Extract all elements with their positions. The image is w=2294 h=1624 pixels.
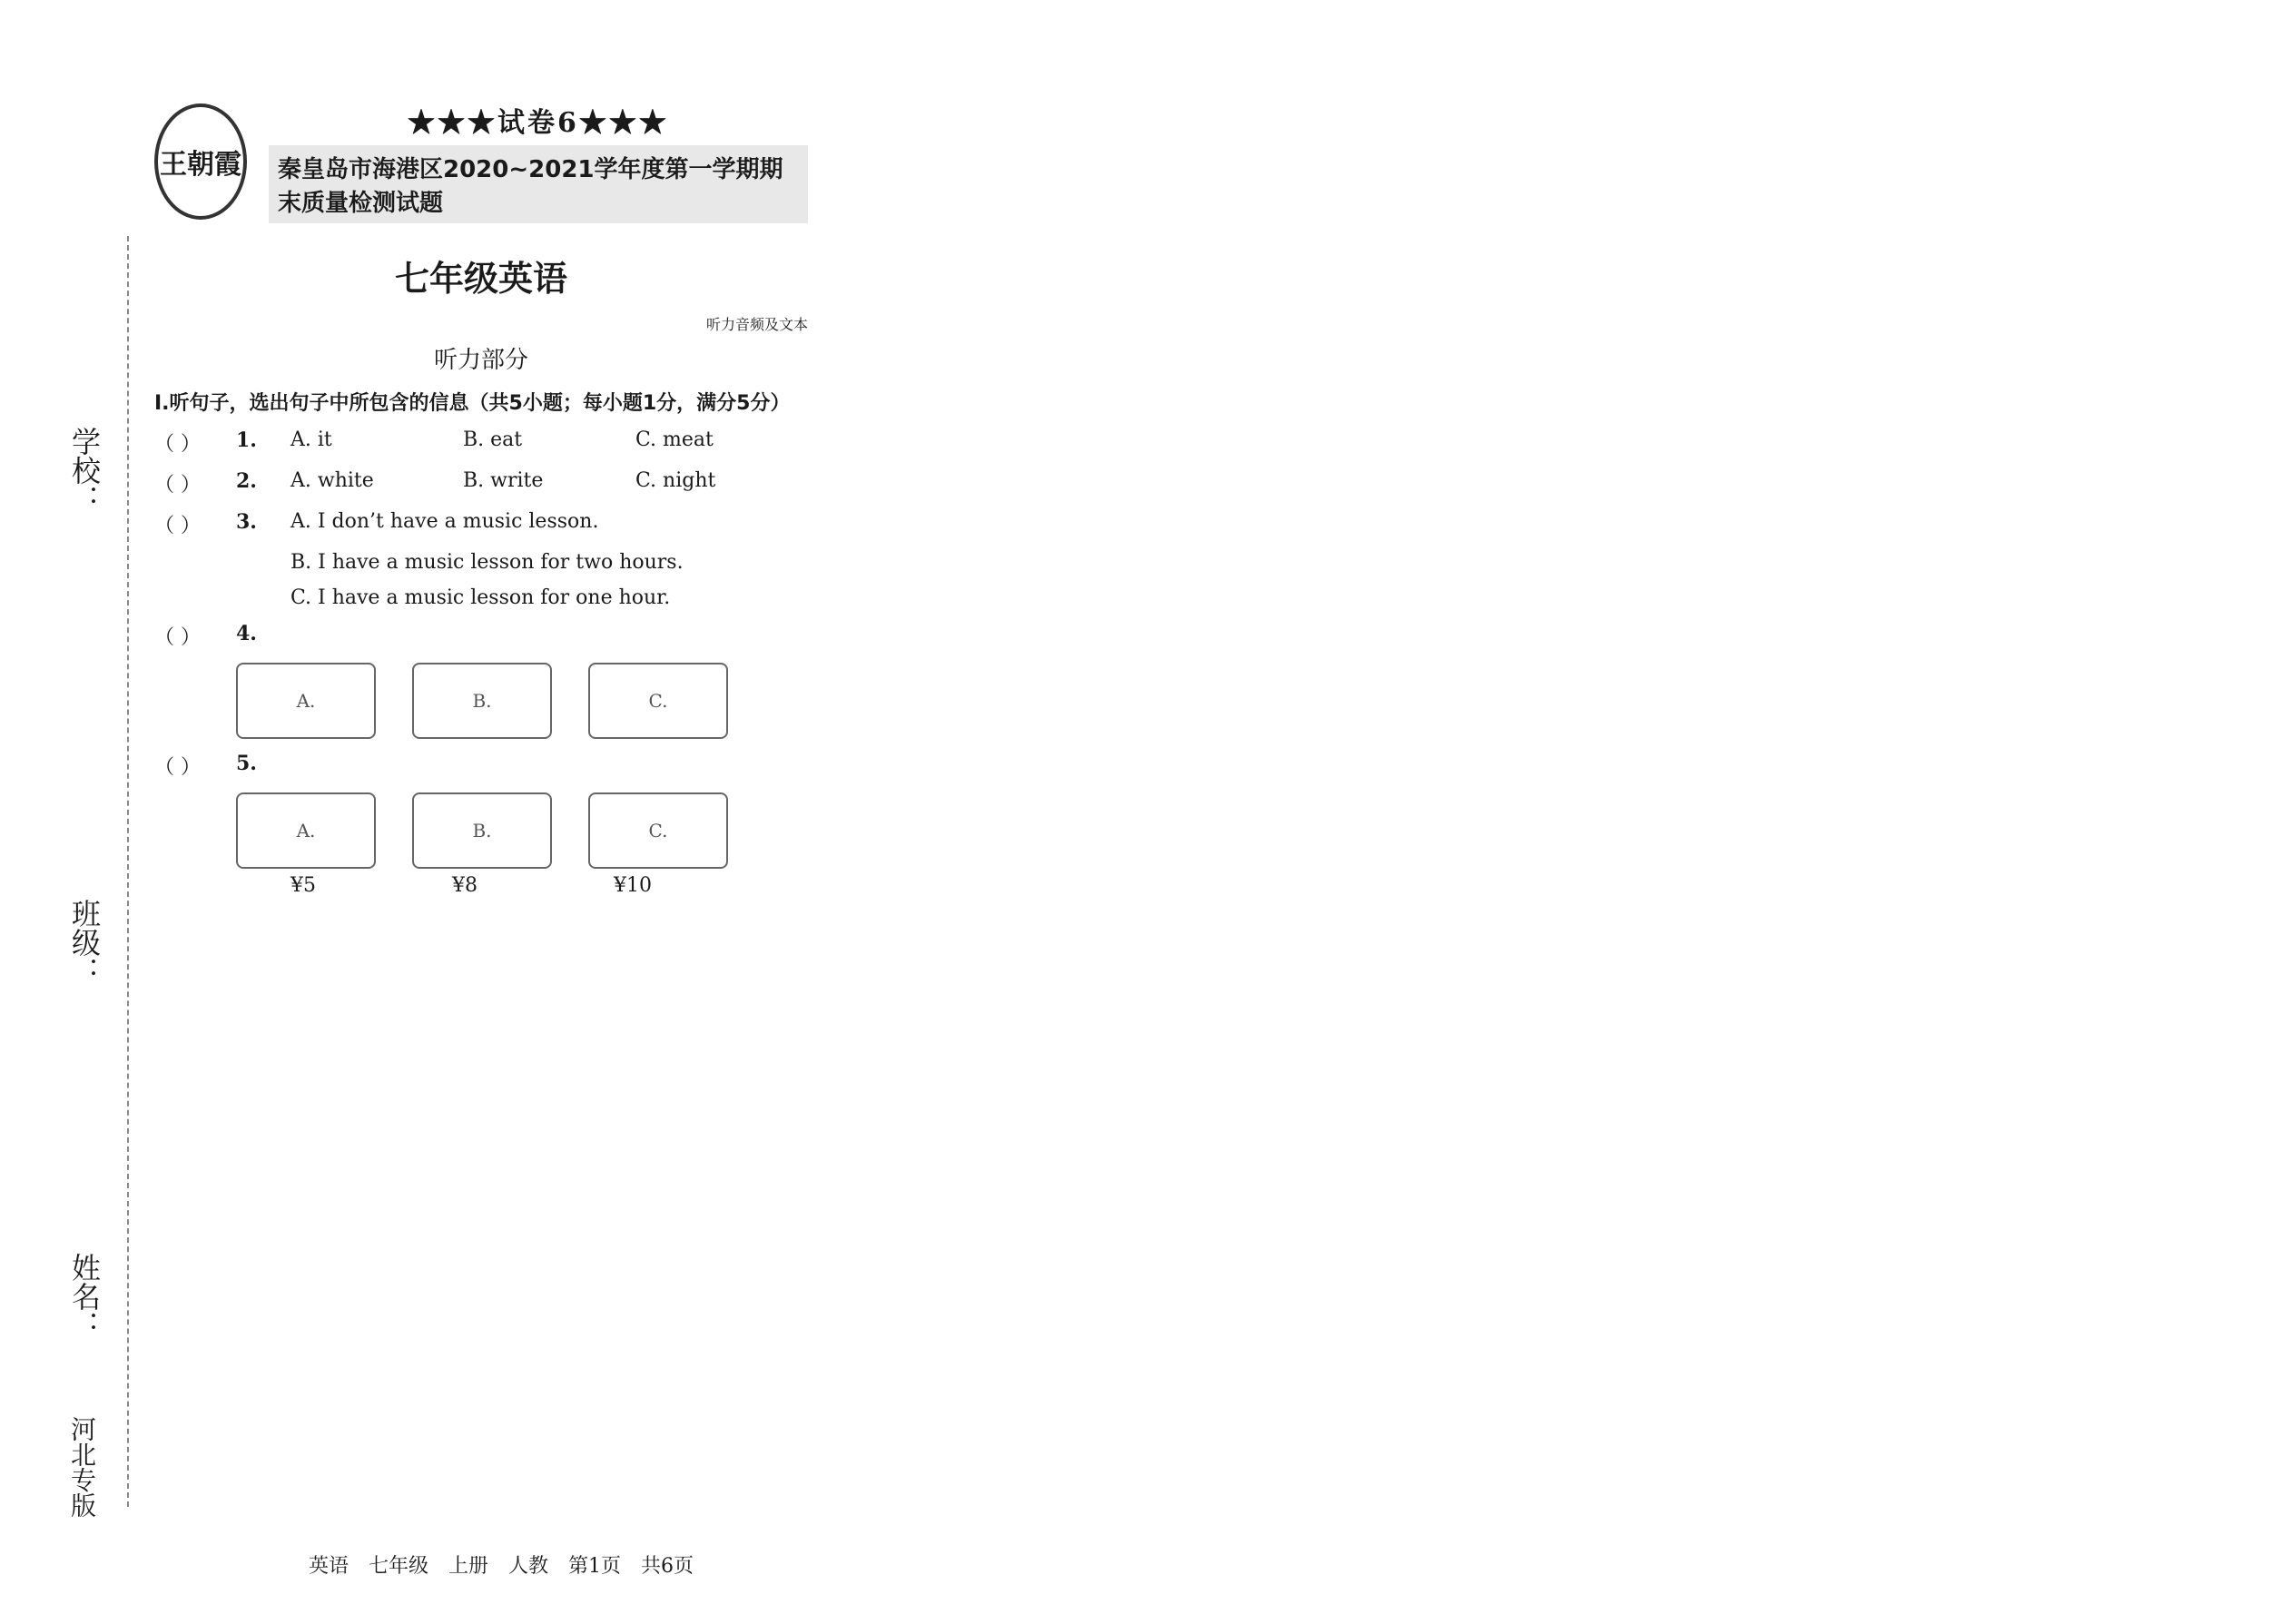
name-label: 姓名： xyxy=(67,1253,102,1340)
answer-bracket[interactable]: （ ） xyxy=(154,626,201,649)
page-1-footer: 英语 七年级 上册 人教 第1页 共6页 xyxy=(309,1555,694,1578)
question-3 xyxy=(154,510,808,609)
answer-bracket[interactable]: （ ） xyxy=(154,515,201,537)
question-2 xyxy=(154,469,808,497)
question-number: 1. xyxy=(236,428,257,452)
column-1 xyxy=(154,100,808,897)
option-c: C. meat xyxy=(635,428,714,451)
grade-title: 七年级英语 xyxy=(394,258,567,299)
exam-header xyxy=(154,100,808,223)
bed-picture-option-a: A. xyxy=(236,663,376,739)
option-a: A. white xyxy=(290,469,374,492)
socks-picture-option-b: B. xyxy=(412,792,552,869)
option-c: C. I have a music lesson for one hour. xyxy=(290,586,671,609)
option-b: B. eat xyxy=(463,428,523,451)
socks-picture-option-c: C. xyxy=(588,792,728,869)
brand-logo: 王朝霞 xyxy=(154,103,247,220)
option-b: B. write xyxy=(463,469,544,492)
option-a: A. I don’t have a music lesson. xyxy=(290,510,599,533)
school-label: 学校： xyxy=(67,427,102,514)
sofa-picture-option-c: C. xyxy=(588,663,728,739)
socks-picture-option-a: A. xyxy=(236,792,376,869)
question-1 xyxy=(154,428,808,457)
qr-caption: 听力音频及文本 xyxy=(705,316,808,333)
part1-title: Ⅰ.听句子，选出句子中所包含的信息（共5小题；每小题1分，满分5分） xyxy=(154,392,791,415)
question-number: 4. xyxy=(236,622,257,645)
option-b: B. I have a music lesson for two hours. xyxy=(290,551,684,574)
question-number: 2. xyxy=(236,469,257,493)
price-b: ¥8 xyxy=(452,874,478,897)
option-a: A. it xyxy=(290,428,332,451)
answer-bracket[interactable]: （ ） xyxy=(154,474,201,497)
exam-tag: ★★★试卷6★★★ xyxy=(408,107,669,139)
answer-bracket[interactable]: （ ） xyxy=(154,433,201,456)
region-label: 河北专版 xyxy=(67,1416,97,1518)
exam-title: 秦皇岛市海港区2020~2021学年度第一学期期末质量检测试题 xyxy=(269,145,808,223)
question-number: 3. xyxy=(236,510,257,534)
question-5 xyxy=(154,752,808,897)
question-number: 5. xyxy=(236,752,257,775)
answer-bracket[interactable]: （ ） xyxy=(154,756,201,779)
chair-picture-option-b: B. xyxy=(412,663,552,739)
price-c: ¥10 xyxy=(614,874,652,897)
question-4 xyxy=(154,622,808,739)
price-a: ¥5 xyxy=(290,874,316,897)
listening-section-title: 听力部分 xyxy=(433,347,528,374)
option-c: C. night xyxy=(635,469,716,492)
class-label: 班级： xyxy=(67,899,102,986)
